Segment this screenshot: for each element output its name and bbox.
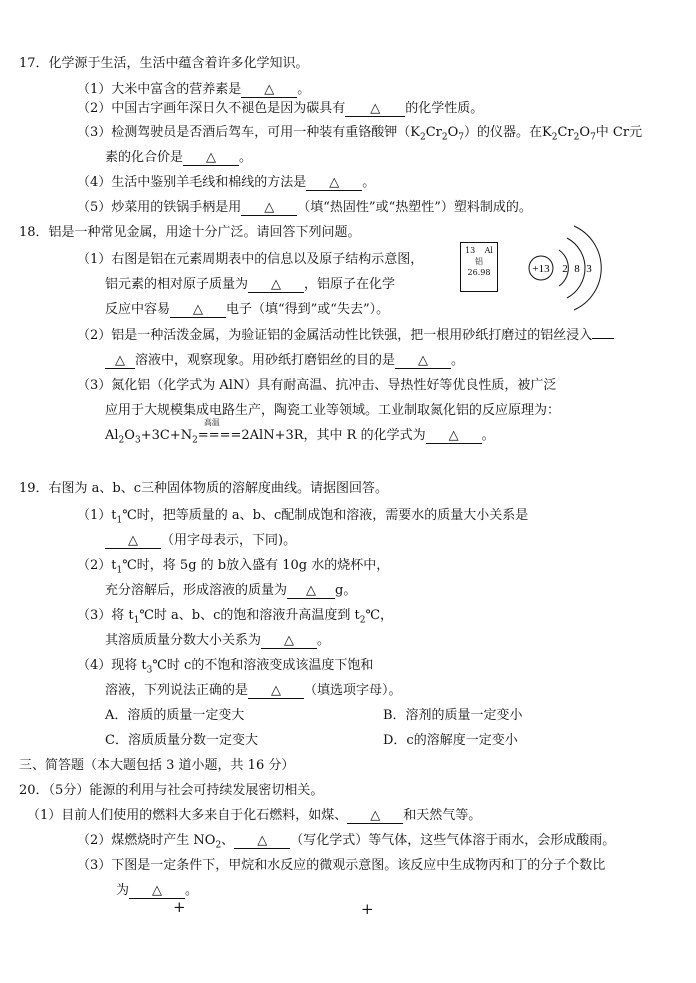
plus-sign-1: + [173, 898, 186, 916]
answer-blank[interactable]: △ [261, 633, 317, 649]
atomic-number: 13 [465, 246, 476, 255]
q20-part2: （2）煤燃烧时产生 $NO_2$、 △ （写化学式）等气体，这些气体溶于雨水，会形成酸雨。 [77, 833, 616, 851]
atomic-mass: 26.98 [467, 268, 491, 277]
answer-blank[interactable]: △ [248, 277, 304, 293]
q18-part3: （3）氮化铝（化学式为 AlN）具有耐高温、抗冲击、导热性好等优良性质，被广泛 [77, 378, 557, 393]
q19-part4-cont: 溶液，下列说法正确的是 △ （填选项字母）。 [105, 683, 402, 698]
q20-part3-cont: 为 △ 。 [116, 883, 199, 898]
answer-blank[interactable]: △ [129, 883, 185, 899]
answer-blank-start[interactable] [592, 338, 614, 339]
element-card-aluminum [460, 242, 498, 292]
q19-part2-cont: 充分溶解后，形成溶液的质量为 △ g。 [105, 583, 357, 598]
q17-part3-cont: 素的化合价是 △ 。 [105, 150, 253, 165]
q19-title: 19．右图为 a、b、c三种固体物质的溶解度曲线。请据图回答。 [19, 481, 389, 496]
q19-part1: $(1)t_1℃$时，把等质量的 a、b、c配制成饱和溶液，需要水的质量大小关系是 [77, 508, 529, 526]
q18-part1-cont: 铝元素的相对原子质量为 △ ，铝原子在化学 [105, 277, 396, 292]
reaction-condition: 高温 [203, 418, 220, 427]
q19-part1-cont: △ （用字母表示，下同)。 [105, 532, 296, 550]
option-d[interactable]: D．c的溶解度一定变小 [383, 733, 518, 748]
q17-part4: （4）生活中鉴别羊毛线和棉线的方法是 △ 。 [77, 175, 376, 190]
answer-blank[interactable]: △ [105, 533, 161, 549]
q19-part4: （4）现将 $t_3℃$时 c的不饱和溶液变成该温度下饱和 [77, 658, 374, 676]
answer-blank[interactable]: △ [395, 353, 451, 369]
q18-part2: （2）铝是一种活泼金属，为验证铝的金属活动性比铁强，把一根用砂纸打磨过的铝丝浸入 [77, 327, 614, 345]
answer-blank[interactable]: △ [183, 150, 239, 166]
nucleus-charge: +13 [532, 263, 550, 275]
q20-part3: （3）下图是一定条件下，甲烷和水反应的微观示意图。该反应中生成物丙和丁的分子个数比 [77, 858, 606, 873]
answer-blank[interactable]: △ [241, 82, 297, 98]
shell-electrons-3: 3 [586, 263, 592, 275]
q18-part2-cont: △ 溶液中，观察现象。用砂纸打磨铝丝的目的是 △ 。 [105, 352, 464, 370]
element-symbol: Al [484, 246, 493, 255]
option-b[interactable]: B．溶剂的质量一定变小 [383, 708, 523, 723]
answer-blank[interactable]: △ [347, 808, 403, 824]
q17-part3: （3）检测驾驶员是否酒后驾车，可用一种装有重铬酸钾$(K_2Cr_2O_7)$的仪器。在$K_2Cr_2O_7$中 Cr元 [77, 125, 643, 143]
shell-electrons-2: 8 [574, 263, 580, 275]
q17-title: 17．化学源于生活，生活中蕴含着许多化学知识。 [19, 56, 309, 71]
q19-part2: $(2)t_1℃$时，将 5g 的 b放入盛有 10g 水的烧杯中， [77, 558, 390, 576]
answer-blank[interactable]: △ [170, 302, 226, 318]
q18-part1-cont2: 反应中容易 △ 电子（填“得到”或“失去”）。 [105, 302, 390, 317]
answer-blank[interactable]: △ [248, 683, 304, 699]
q17-part1: （1）大米中富含的营养素是 △ 。 [77, 82, 311, 97]
q19-part3: （3）将 $t_1℃$时 a、b、c的饱和溶液升高温度到 $t_2℃$， [77, 608, 394, 626]
q18-part3-cont: 应用于大规模集成电路生产，陶瓷工业等领域。工业制取氮化铝的反应原理为： [105, 403, 561, 418]
q18-equation-line: $Al_2O_3+3C+N_2$ 高温 ====2AlN+3R，其中 R 的化学式为 △ 。 [105, 418, 495, 446]
q18-title: 18．铝是一种常见金属，用途十分广泛。请回答下列问题。 [19, 225, 361, 240]
option-a[interactable]: A．溶质的质量一定变大 [105, 708, 245, 723]
plus-sign-2: + [361, 900, 374, 918]
answer-blank[interactable]: △ [287, 583, 335, 599]
q18-part1: （1）右图是铝在元素周期表中的信息以及原子结构示意图， [77, 252, 424, 267]
equation-sign: ==== [197, 428, 242, 443]
answer-blank[interactable]: △ [105, 353, 135, 369]
answer-blank[interactable]: △ [345, 101, 405, 117]
q19-part3-cont: 其溶质质量分数大小关系为 △ 。 [105, 633, 331, 648]
answer-blank[interactable]: △ [241, 200, 297, 216]
answer-blank[interactable]: △ [234, 833, 290, 849]
q20-part1: （1）目前人们使用的燃料大多来自于化石燃料，如煤、 △ 和天然气等。 [27, 808, 482, 823]
element-name: 铝 [475, 257, 483, 266]
q17-part2: （2）中国古字画年深日久不褪色是因为碳具有 △ 的化学性质。 [77, 101, 484, 116]
answer-blank[interactable]: △ [306, 175, 362, 191]
shell-electrons-1: 2 [562, 263, 568, 275]
section-heading: 三、简答题（本大题包括 3 道小题，共 16 分） [19, 758, 295, 773]
atom-structure-diagram [527, 220, 607, 316]
option-c[interactable]: C．溶质质量分数一定变大 [105, 733, 258, 748]
q17-part5: （5）炒菜用的铁锅手柄是用 △ （填“热固性”或“热塑性”）塑料制成的。 [77, 200, 532, 215]
q20-title: 20．（5分）能源的利用与社会可持续发展密切相关。 [19, 783, 324, 798]
answer-blank[interactable]: △ [426, 428, 482, 444]
